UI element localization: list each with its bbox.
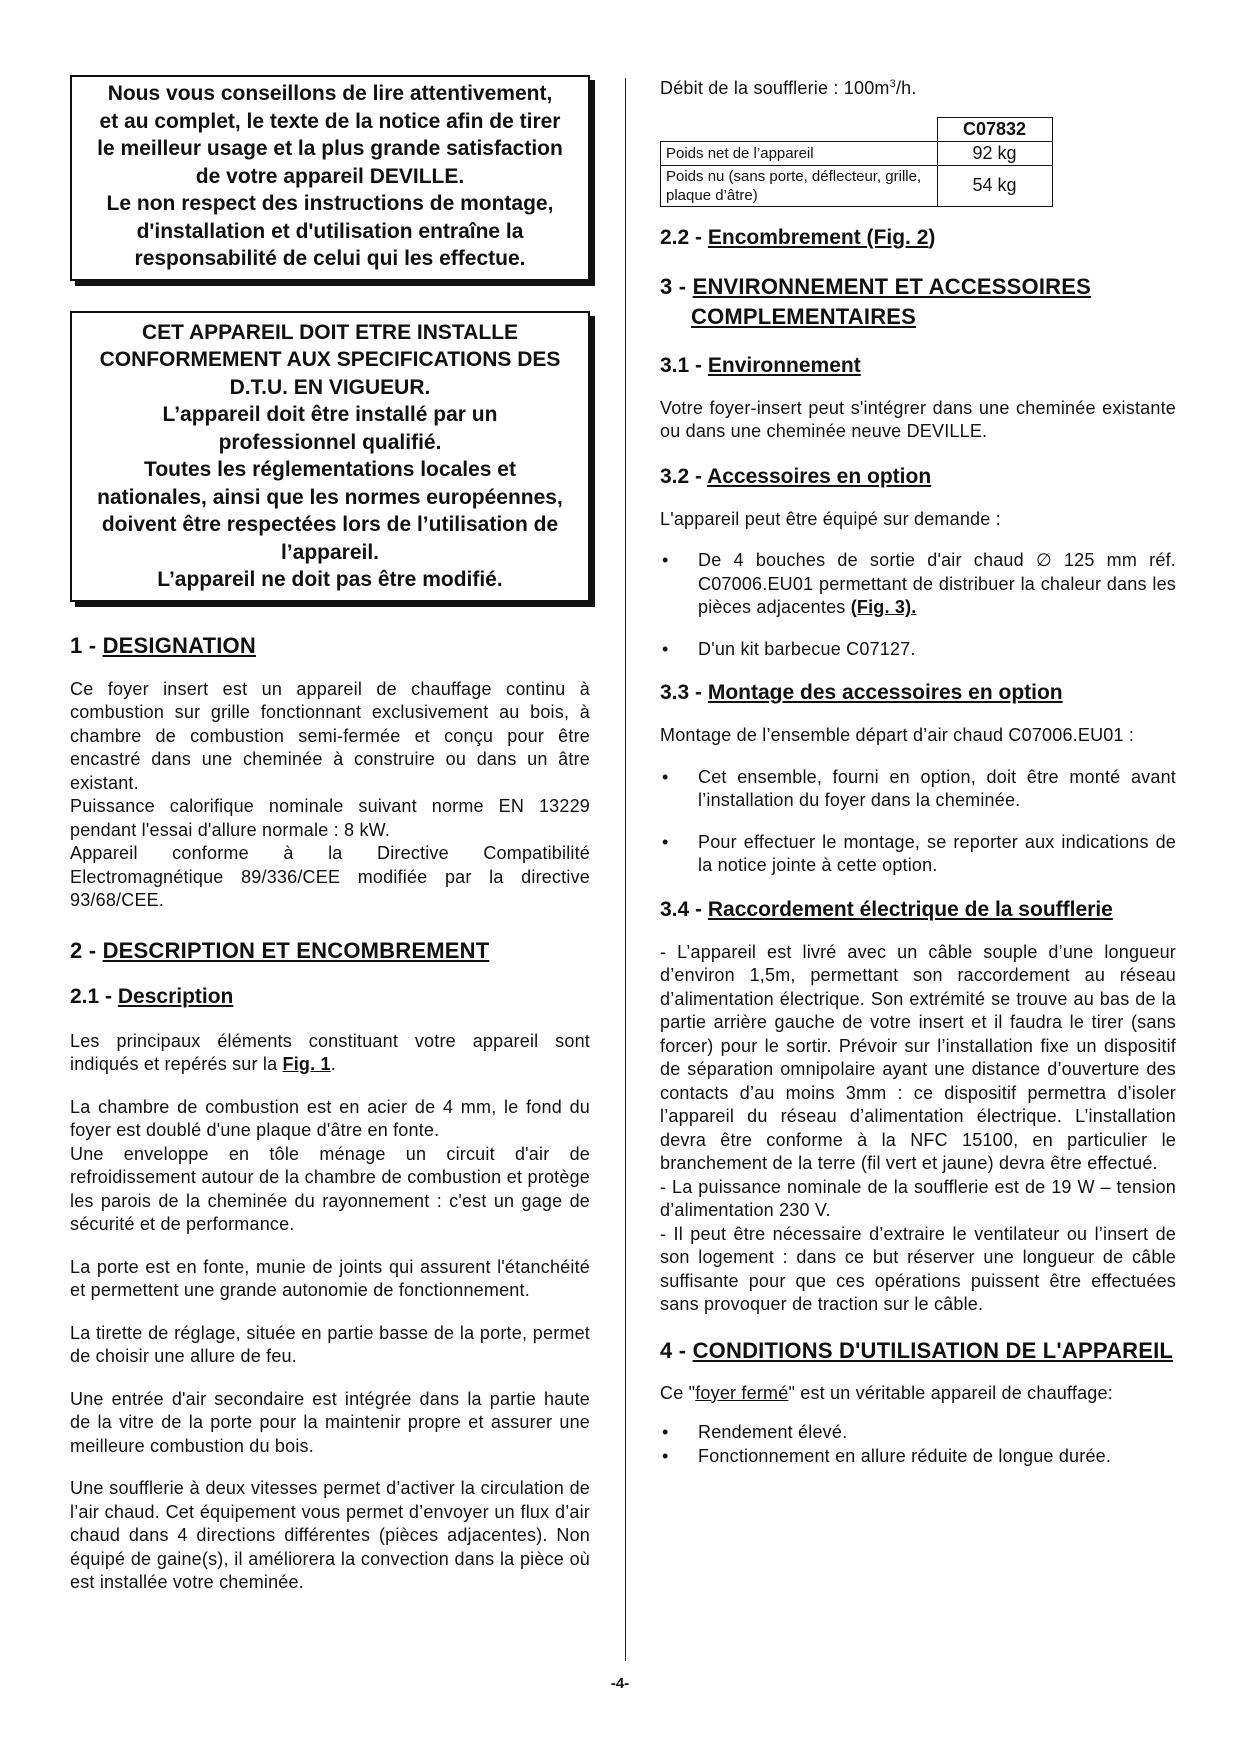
warning-line: CET APPAREIL DOIT ETRE INSTALLE — [141, 320, 519, 344]
mounting-paragraph: Montage de l’ensemble départ d’air chaud C07006.EU01 : — [660, 725, 1135, 745]
list-item: • De 4 bouches de sortie d'air chaud ∅ 125 mm réf. C07006.EU01 permettant de distribuer la chaleur dans les pièces adjacentes (Fig. 3). — [662, 550, 1176, 617]
warning-line: L’appareil doit être installé par un — [162, 403, 498, 426]
section-3-1-heading: 3.1 - Environnement — [660, 353, 861, 377]
table-value-cell: 92 kg — [937, 141, 1052, 165]
warning-line: nationales, ainsi que les normes européennes, — [97, 485, 563, 509]
bullet-icon: • — [662, 831, 669, 852]
bullet-icon: • — [662, 766, 669, 787]
options-intro: L'appareil peut être équipé sur demande : — [660, 508, 1001, 529]
page-number: -4- — [610, 1675, 630, 1692]
environment-paragraph: Votre foyer-insert peut s'intégrer dans une cheminée existante ou dans une cheminée neuve DEVILLE. — [660, 397, 1176, 441]
notice-line: Le non respect des instructions de montage, — [106, 192, 554, 215]
table-label-cell: Poids nu (sans porte, déflecteur, grille, plaque d’âtre) — [661, 165, 938, 206]
section-4-heading: 4 - CONDITIONS D'UTILISATION DE L'APPAREIL — [660, 1337, 1174, 1363]
bullet-icon: • — [662, 1422, 669, 1442]
section-2-2-heading: 2.2 - Encombrement (Fig. 2) — [660, 225, 936, 249]
section-1-body — [70, 678, 590, 913]
warning-box — [70, 311, 590, 602]
list-item: • Fonctionnement en allure réduite de longue durée. — [660, 1445, 1176, 1469]
table-row — [661, 165, 1053, 206]
power-rating-paragraph: - La puissance nominale de la soufflerie est de 19 W – tension d’alimentation 230 V. — [660, 1176, 1176, 1220]
section-3-3-heading: 3.3 - Montage des accessoires en option — [660, 681, 1063, 704]
power-paragraph: Puissance calorifique nominale suivant norme EN 13229 pendant l'essai d'allure normale : 8 kW. — [70, 796, 590, 840]
notice-box — [70, 75, 590, 281]
bullet-icon: • — [662, 638, 669, 659]
damper-paragraph: La tirette de réglage, située en partie basse de la porte, permet de choisir une allure de feu. — [70, 1322, 590, 1366]
left-column — [70, 75, 590, 1595]
conditions-paragraph: Ce "foyer fermé" est un véritable appareil de chauffage: — [660, 1382, 1113, 1403]
bullet-icon: • — [662, 1445, 669, 1466]
warning-line: CONFORMEMENT AUX SPECIFICATIONS DES — [99, 348, 561, 371]
section-2-1-heading: 2.1 - Description — [70, 984, 234, 1008]
list-item: • Cet ensemble, fourni en option, doit être monté avant l’installation du foyer dans la cheminée. — [662, 766, 1176, 810]
blower-paragraph: Une soufflerie à deux vitesses permet d’activer la circulation de l’air chaud. Cet équipement vous permet d’envoyer un flux d’air chaud dans 4 directions différentes (pièces adjacentes). Non équipé de gaine(s), il améliorera la convection dans la pièce où est installée votre cheminée. — [70, 1478, 590, 1592]
notice-line: Nous vous conseillons de lire attentivement, — [107, 82, 553, 105]
designation-paragraph: Ce foyer insert est un appareil de chauffage continu à combustion sur grille fonctionnant exclusivement au bois, à chambre de combustion semi-fermée et conçu pour être encastré dans une cheminée à construire ou dans un âtre existant. — [70, 678, 590, 793]
notice-line: de votre appareil DEVILLE. — [195, 164, 465, 188]
list-item: • D'un kit barbecue C07127. — [660, 638, 1176, 662]
warning-line: doivent être respectées lors de l’utilisation de — [101, 513, 559, 536]
warning-line: l’appareil. — [280, 540, 380, 564]
extraction-paragraph: - Il peut être nécessaire d’extraire le ventilateur ou l’insert de son logement : dans ce but réserver une longueur de câble suffisante pour que ces opérations puissent être effectuées sans provoquer de traction sur le câble. — [660, 1223, 1176, 1314]
fig-3-link[interactable]: (Fig. 3). — [850, 597, 917, 617]
closed-fireplace-link: foyer fermé — [695, 1382, 789, 1403]
notice-line: d'installation et d'utilisation entraîne la — [136, 219, 524, 243]
blower-flow-text: Débit de la soufflerie : $100m^3/h$. — [660, 78, 917, 98]
secondary-air-paragraph: Une entrée d'air secondaire est intégrée dans la partie haute de la vitre de la porte pour la maintenir propre et assurer une meilleure combustion du bois. — [70, 1388, 590, 1456]
section-1-heading: 1 - DESIGNATION — [70, 632, 256, 658]
electrical-body — [660, 941, 1176, 1317]
table-value-cell: 54 kg — [937, 165, 1052, 206]
warning-line: Toutes les réglementations locales et — [144, 458, 516, 481]
table-header-row — [661, 117, 1053, 141]
notice-line: et au complet, le texte de la notice afin de tirer — [99, 109, 561, 133]
combustion-chamber-paragraph: La chambre de combustion est en acier de 4 mm, le fond du foyer est doublé d'une plaque d'âtre en fonte. — [70, 1096, 590, 1140]
door-paragraph: La porte est en fonte, munie de joints qui assurent l'étanchéité et permettent une grande autonomie de fonctionnement. — [70, 1256, 590, 1300]
bullet-icon: • — [662, 550, 669, 570]
fig-1-link[interactable]: Fig. 1 — [282, 1054, 331, 1074]
list-item: • Rendement élevé. — [660, 1421, 1176, 1445]
warning-line: L’appareil ne doit pas être modifié. — [157, 568, 503, 591]
table-label-cell: Poids net de l’appareil — [661, 141, 938, 165]
directive-paragraph: Appareil conforme à la Directive Compatibilité Electromagnétique 89/336/CEE modifiée par la directive 93/68/CEE. — [70, 843, 590, 910]
notice-line: le meilleur usage et la plus grande satisfaction — [97, 137, 563, 160]
notice-line: responsabilité de celui qui les effectue. — [134, 247, 526, 270]
weight-table — [660, 117, 1053, 207]
section-3-heading: 3 - ENVIRONNEMENT ET ACCESSOIRES COMPLEMENTAIRES — [660, 273, 1091, 329]
envelope-paragraph: Une enveloppe en tôle ménage un circuit d'air de refroidissement autour de la chambre de combustion et protège les parois de la cheminée du rayonnement : c'est un gage de sécurité et de performance. — [70, 1143, 590, 1234]
section-3-4-heading: 3.4 - Raccordement électrique de la soufflerie — [660, 897, 1113, 921]
section-3-2-heading: 3.2 - Accessoires en option — [660, 464, 932, 488]
cable-paragraph: - L’appareil est livré avec un câble souple d’une longueur d’environ 1,5m, permettant son raccordement au réseau d’alimentation électrique. Son extrémité se trouve au bas de la partie arrière gauche de votre insert et il faudra le tirer (sans forcer) pour le sortir. Prévoir sur l’installation fixe un dispositif de séparation omnipolaire ayant une distance d’ouverture des contacts d’au moins 3mm : ce dispositif permettra d’isoler l’appareil du réseau d’alimentation électrique. L’installation devra être conforme à la NFC 15100, en particulier le branchement de la terre (fil vert et jaune) devra être effectué. — [660, 941, 1176, 1173]
section-2-heading: 2 - DESCRIPTION ET ENCOMBREMENT — [70, 937, 490, 963]
right-column — [660, 73, 1176, 1468]
warning-line: professionnel qualifié. — [218, 430, 442, 454]
column-divider — [625, 78, 626, 1661]
warning-line: D.T.U. EN VIGUEUR. — [229, 375, 431, 399]
table-row — [661, 141, 1053, 165]
description-paragraph: Les principaux éléments constituant votre appareil sont indiqués et repérés sur la Fig. 1. — [70, 1030, 590, 1074]
list-item: • Pour effectuer le montage, se reporter aux indications de la notice jointe à cette option. — [662, 831, 1176, 875]
table-header-cell: C07832 — [937, 117, 1052, 141]
